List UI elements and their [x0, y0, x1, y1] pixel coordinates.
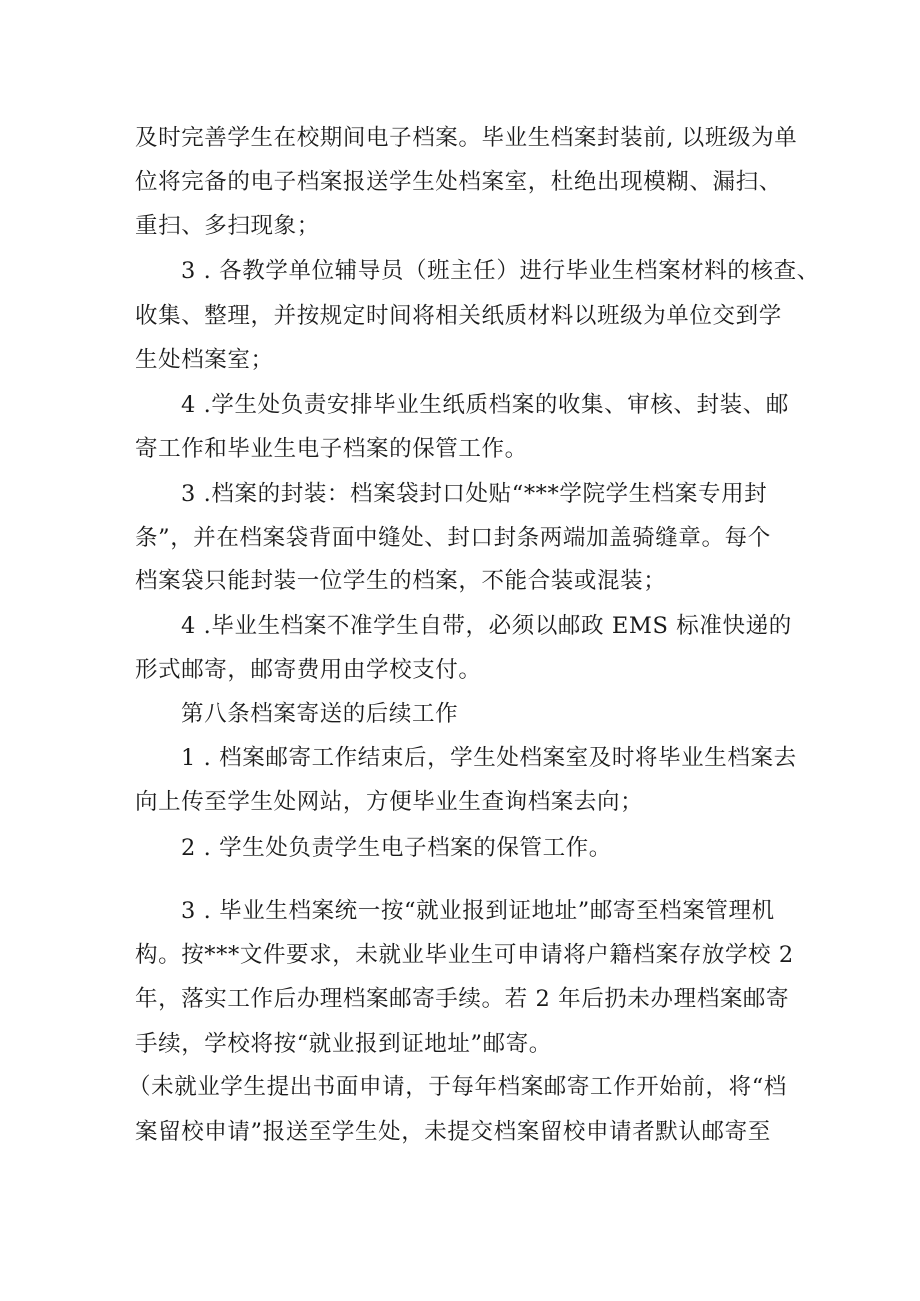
text-line: 手续，学校将按“就业报到证地址”邮寄。 [135, 1031, 552, 1057]
text-line: 向上传至学生处网站，方便毕业生查询档案去向； [135, 789, 644, 815]
text-line: 重扫、多扫现象； [135, 213, 320, 239]
text-line: 2 . 学生处负责学生电子档案的保管工作。 [181, 835, 612, 861]
text-line: 及时完善学生在校期间电子档案。毕业生档案封装前, 以班级为单 [135, 125, 798, 151]
text-line: 3 .档案的封装：档案袋封口处贴“***学院学生档案专用封 [181, 481, 768, 507]
text-line: 3 . 毕业生档案统一按“就业报到证地址”邮寄至档案管理机 [181, 898, 775, 924]
text-line: 案留校申请”报送至学生处，未提交档案留校申请者默认邮寄至 [135, 1119, 771, 1145]
text-line: 形式邮寄，邮寄费用由学校支付。 [135, 657, 482, 683]
text-line: 生处档案室； [135, 347, 274, 373]
text-line: 年，落实工作后办理档案邮寄手续。若 2 年后扔未办理档案邮寄 [135, 986, 790, 1012]
text-line: （未就业学生提出书面申请，于每年档案邮寄工作开始前，将“档 [128, 1074, 787, 1100]
text-line: 收集、整理，并按规定时间将相关纸质材料以班级为单位交到学 [135, 303, 782, 329]
text-line: 构。按***文件要求，未就业毕业生可申请将户籍档案存放学校 2 [135, 942, 794, 968]
text-line: 寄工作和毕业生电子档案的保管工作。 [135, 436, 528, 462]
text-line: 3 . 各教学单位辅导员（班主任）进行毕业生档案材料的核查、 [181, 258, 820, 284]
text-line: 档案袋只能封装一位学生的档案，不能合装或混装； [135, 568, 667, 594]
text-line: 4 .学生处负责安排毕业生纸质档案的收集、审核、封装、邮 [181, 392, 789, 418]
text-line: 位将完备的电子档案报送学生处档案室，杜绝出现模糊、漏扫、 [135, 169, 782, 195]
text-line: 1 . 档案邮寄工作结束后，学生处档案室及时将毕业生档案去 [181, 745, 797, 771]
text-line: 条”，并在档案袋背面中缝处、封口封条两端加盖骑缝章。每个 [135, 525, 771, 551]
section-heading: 第八条档案寄送的后续工作 [181, 701, 459, 727]
text-line: 4 .毕业生档案不准学生自带，必须以邮政 EMS 标准快递的 [181, 613, 792, 639]
